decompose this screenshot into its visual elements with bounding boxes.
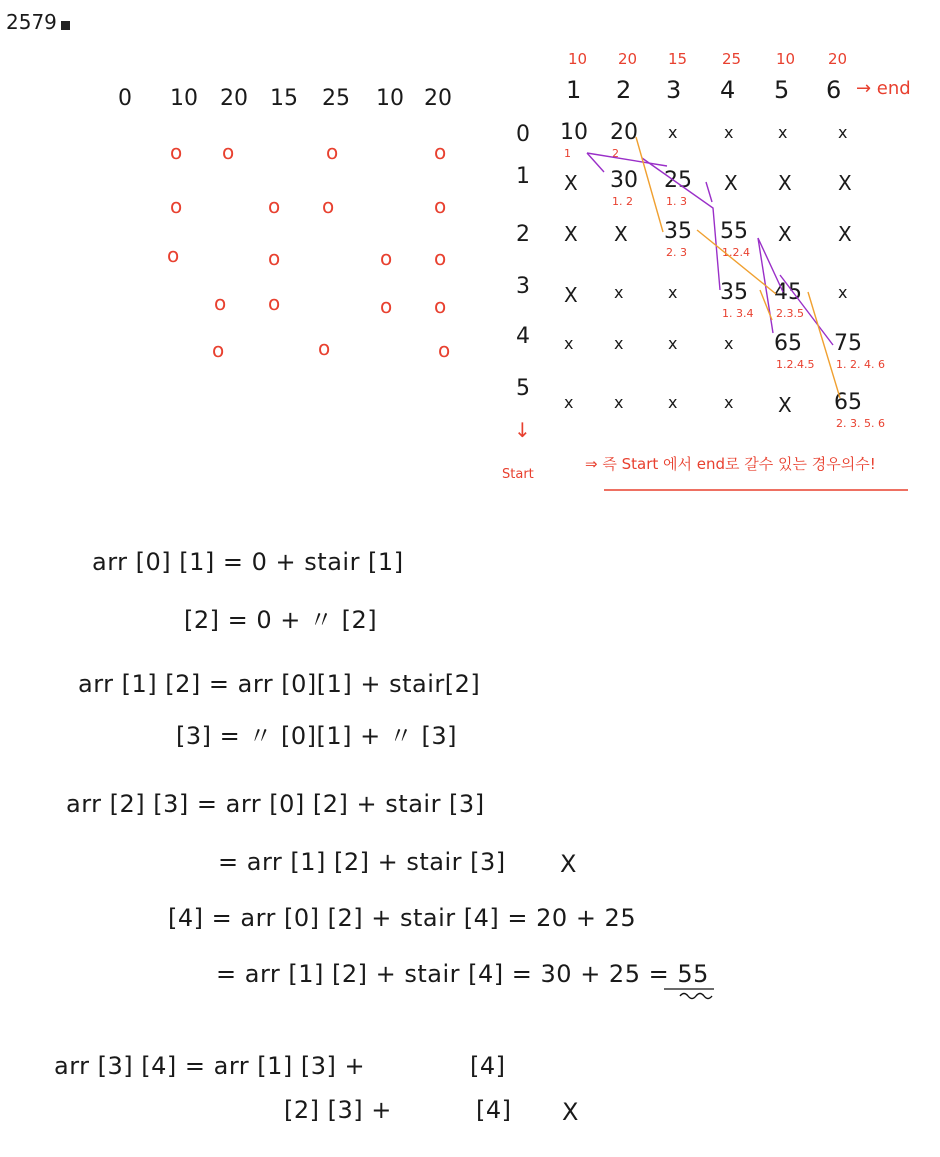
grid-cell: 25 (664, 168, 692, 193)
circle-mark-icon: o (167, 243, 180, 267)
circle-mark-icon: o (268, 194, 281, 218)
circle-mark-icon: o (380, 246, 393, 270)
grid-cell: x (668, 123, 678, 142)
stair-score: 20 (618, 50, 638, 68)
left-header-value: 20 (424, 86, 452, 111)
stair-score: 10 (776, 50, 796, 68)
equation-line: arr [3] [4] = arr [1] [3] + (54, 1052, 366, 1080)
grid-cell: x (668, 283, 678, 302)
stair-score: 25 (722, 50, 742, 68)
grid-cell: x (724, 123, 734, 142)
left-header-value: 10 (170, 86, 198, 111)
equation-line: [4] (476, 1096, 512, 1124)
circle-mark-icon: o (434, 140, 447, 164)
grid-cell: x (564, 393, 574, 412)
grid-cell: 55 (720, 219, 748, 244)
grid-cell: x (668, 393, 678, 412)
row-label: 1 (516, 164, 530, 189)
equation-line: = arr [1] [2] + stair [3] (218, 848, 506, 876)
row-label: 0 (516, 122, 530, 147)
grid-cell: x (724, 334, 734, 353)
equation-line: [4] = arr [0] [2] + stair [4] = 20 + 25 (168, 904, 637, 932)
grid-cell: X (564, 222, 578, 246)
grid-cell-path: 1. 2 (612, 195, 633, 208)
purple-line-3 (642, 158, 720, 290)
grid-cell-path: 1.2.4 (722, 246, 750, 259)
orange-line-4 (808, 292, 840, 398)
grid-cell: X (838, 171, 852, 195)
grid-cell-path: 1. 2. 4. 6 (836, 358, 885, 371)
start-label: Start (502, 467, 534, 482)
purple-line-7 (780, 275, 833, 345)
grid-cell: 65 (774, 331, 802, 356)
row-label: 2 (516, 222, 530, 247)
row-label: 3 (516, 274, 530, 299)
grid-cell: x (838, 283, 848, 302)
grid-cell: x (614, 283, 624, 302)
circle-mark-icon: o (326, 140, 339, 164)
equation-line: [3] = 〃 [0][1] + 〃 [3] (176, 722, 457, 750)
orange-line-2 (697, 230, 776, 294)
circle-mark-icon: o (170, 194, 183, 218)
circle-mark-icon: o (438, 338, 451, 362)
grid-cell-path: 1. 3 (666, 195, 687, 208)
circle-mark-icon: o (434, 246, 447, 270)
circle-mark-icon: o (268, 246, 281, 270)
left-header-value: 0 (118, 86, 132, 111)
grid-cell: X (838, 222, 852, 246)
stair-score: 15 (668, 50, 688, 68)
row-label: 5 (516, 376, 530, 401)
stair-score: 10 (568, 50, 588, 68)
down-arrow-icon: ↓ (514, 418, 531, 442)
grid-cell: X (778, 393, 792, 417)
stair-score: 20 (828, 50, 848, 68)
grid-cell: x (614, 334, 624, 353)
grid-cell: 45 (774, 280, 802, 305)
circle-mark-icon: o (170, 140, 183, 164)
equation-line: X (562, 1098, 579, 1126)
grid-cell: X (778, 171, 792, 195)
grid-cell-path: 1. 3.4 (722, 307, 754, 320)
orange-line-1 (636, 137, 663, 232)
purple-line-4 (706, 182, 712, 202)
stair-index: 4 (720, 76, 736, 104)
grid-cell: x (614, 393, 624, 412)
grid-cell-path: 1.2.4.5 (776, 358, 815, 371)
circle-mark-icon: o (434, 194, 447, 218)
circle-mark-icon: o (268, 291, 281, 315)
stair-index: 6 (826, 76, 842, 104)
grid-cell: 65 (834, 390, 862, 415)
left-header-value: 20 (220, 86, 248, 111)
grid-cell: X (614, 222, 628, 246)
equation-line: X (560, 850, 577, 878)
grid-cell: X (724, 171, 738, 195)
grid-cell-path: 2.3.5 (776, 307, 804, 320)
grid-cell: 35 (720, 280, 748, 305)
grid-cell: X (778, 222, 792, 246)
conclusion-note: ⇒ 즉 Start 에서 end로 갈수 있는 경우의수! (585, 455, 876, 473)
grid-cell: x (564, 334, 574, 353)
circle-mark-icon: o (214, 291, 227, 315)
grid-cell: x (778, 123, 788, 142)
grid-cell: x (838, 123, 848, 142)
circle-mark-icon: o (318, 336, 331, 360)
left-header-value: 10 (376, 86, 404, 111)
circle-mark-icon: o (380, 294, 393, 318)
left-header-value: 25 (322, 86, 350, 111)
grid-cell: x (724, 393, 734, 412)
purple-line-1 (587, 153, 667, 166)
grid-cell-path: 1 (564, 147, 571, 160)
orange-line-3 (760, 290, 772, 320)
row-label: 4 (516, 324, 530, 349)
equation-line: [4] (470, 1052, 506, 1080)
circle-mark-icon: o (322, 194, 335, 218)
grid-cell: 20 (610, 120, 638, 145)
equation-line: [2] [3] + (284, 1096, 392, 1124)
equation-line: = arr [1] [2] + stair [4] = 30 + 25 = 55 (216, 960, 709, 988)
grid-cell: 10 (560, 120, 588, 145)
circle-mark-icon: o (434, 294, 447, 318)
grid-cell: 35 (664, 219, 692, 244)
grid-cell: X (564, 171, 578, 195)
end-label: → end (856, 78, 911, 99)
circle-mark-icon: o (222, 140, 235, 164)
problem-number: 2579 (6, 12, 70, 32)
equation-line: arr [0] [1] = 0 + stair [1] (92, 548, 404, 576)
stair-index: 5 (774, 76, 790, 104)
grid-cell: x (668, 334, 678, 353)
grid-cell-path: 2. 3 (666, 246, 687, 259)
stair-index: 3 (666, 76, 682, 104)
equation-line: arr [1] [2] = arr [0][1] + stair[2] (78, 670, 481, 698)
stair-index: 2 (616, 76, 632, 104)
equation-line: arr [2] [3] = arr [0] [2] + stair [3] (66, 790, 485, 818)
circle-mark-icon: o (212, 338, 225, 362)
grid-cell-path: 2 (612, 147, 619, 160)
grid-cell: 30 (610, 168, 638, 193)
equation-line: [2] = 0 + 〃 [2] (184, 606, 378, 634)
grid-cell: 75 (834, 331, 862, 356)
grid-cell: X (564, 283, 578, 307)
left-header-value: 15 (270, 86, 298, 111)
grid-cell-path: 2. 3. 5. 6 (836, 417, 885, 430)
squiggle-underline (680, 994, 712, 999)
stair-index: 1 (566, 76, 582, 104)
